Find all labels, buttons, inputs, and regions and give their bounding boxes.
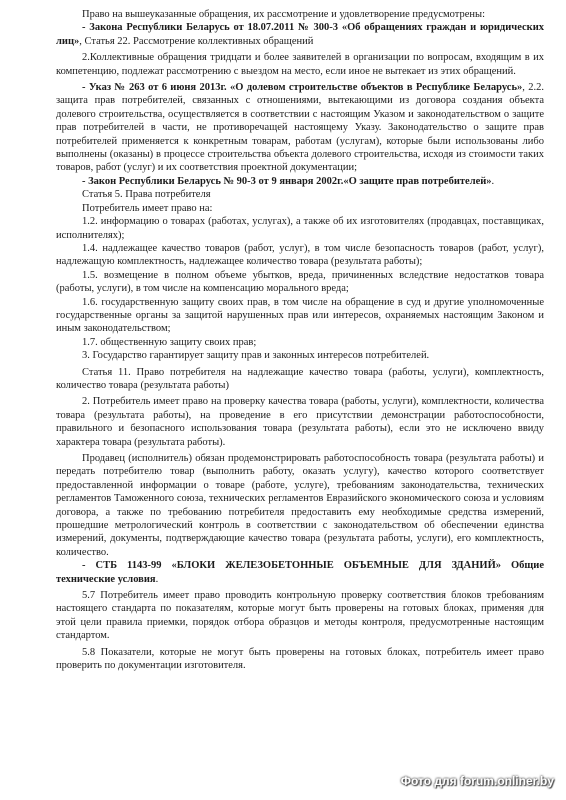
standard-citation-stb xyxy=(56,559,544,586)
law-title-90: - Закон Республики Беларусь № 90-3 от 9 января 2002г.«О защите прав потребителей» xyxy=(82,175,492,187)
clause-1-5: 1.5. возмещение в полном объеме убытков, вреда, причиненных вследствие недостатков товара (работы, услуги), в том числе на компенсацию морального вреда; xyxy=(56,269,544,295)
law-citation-300-rest: , Статья 22. Рассмотрение коллективных обращений xyxy=(79,35,314,47)
seller-obligation-paragraph: Продавец (исполнитель) обязан продемонстрировать работоспособность товара (результата работы) и передать потребителю товар (выполнить работу, оказать услугу), качество которого соответствует предоставленной информации о товаре (работе, услуге), требованиям законодательства, технических регламентов Таможенного союза, технических регламентов Евразийского экономического союза и условиям договора, а также по требованию потребителя предоставить ему необходимые средства измерений, прошедшие метрологический контроль в соответствии с законодательством об обеспечении единства измерений, документы, подтверждающие качество товара (результата работы, услуги), его комплектность, количество. xyxy=(56,453,544,558)
law-citation-90-rest: . xyxy=(491,175,495,187)
document-page xyxy=(56,8,544,673)
clause-1-7: 1.7. общественную защиту своих прав; xyxy=(82,336,257,348)
article-11-clause-2: 2. Потребитель имеет право на проверку качества товара (работы, услуги), комплектности, количества товара (результата работы), на проведение в его присутствии демонстрации работоспособности, правильного и безопасного использования товара (результата работы), если это не исключено ввиду характера товара (результата работы). xyxy=(56,396,544,448)
consumer-rights-intro: Потребитель имеет право на: xyxy=(82,202,213,214)
law-citation-300 xyxy=(56,21,544,48)
law-citation-90 xyxy=(56,175,544,188)
article-5-heading: Статья 5. Права потребителя xyxy=(82,189,211,201)
standard-citation-stb-rest: . xyxy=(155,573,159,585)
clause-5-8: 5.8 Показатели, которые не могут быть проверены на готовых блоках, потребитель имеет право проверить по документации изготовителя. xyxy=(56,646,544,672)
intro-paragraph: Право на вышеуказанные обращения, их рассмотрение и удовлетворение предусмотрены: xyxy=(82,9,486,20)
decree-citation-263 xyxy=(56,81,544,175)
clause-3: 3. Государство гарантирует защиту прав и законных интересов потребителей. xyxy=(82,350,430,362)
article-11-heading: Статья 11. Право потребителя на надлежащие качество товара (работы, услуги), комплектность, количество товара (результата работы) xyxy=(56,366,544,391)
clause-1-2: 1.2. информацию о товарах (работах, услугах), а также об их изготовителях (продавцах, поставщиках, исполнителях); xyxy=(56,216,544,241)
clause-1-6: 1.6. государственную защиту своих прав, в том числе на обращение в суд и другие уполномоченные государственные органы за защитой нарушенных прав или интересов, охраняемых настоящим Законом и иным законодательством; xyxy=(56,296,544,335)
decree-citation-263-rest: , 2.2. защита прав потребителей, связанных с отношениями, вытекающими из договора создания объекта долевого строительства, осуществляется в соответствии с настоящим Указом и законодательством о защите прав потребителей в части, не противоречащей настоящему Указу. Законодательство о защите прав потребителей применяется к конкретным товарам, работам (услугам), которые были использованы либо выполнены (оказаны) в процессе строительства объекта долевого строительства, исходя из стоимости таких товаров, работ (услуг) и их соответствия проектной документации; xyxy=(56,82,544,174)
clause-1-4: 1.4. надлежащее качество товаров (работ, услуг), в том числе безопасность товаров (работ, услуг), надлежащую комплектность, надлежащее количество товара (результата работы); xyxy=(56,242,544,268)
clause-5-7: 5.7 Потребитель имеет право проводить контрольную проверку соответствия блоков требованиям настоящего стандарта по показателям, которые могут быть проверены на готовых блоках, применяя для этой цели правила приемки, порядок отбора образцов и методы контроля, предусмотренные настоящим стандартом. xyxy=(56,590,544,642)
forum-watermark: Фото для forum.onliner.by xyxy=(400,774,554,788)
law-title-300: - Закона Республики Беларусь от 18.07.2011 № 300-3 «Об обращениях граждан и юридических лиц» xyxy=(56,22,544,47)
standard-title-stb: - СТБ 1143-99 «БЛОКИ ЖЕЛЕЗОБЕТОННЫЕ ОБЪЕМНЫЕ ДЛЯ ЗДАНИЙ» Общие технические условия xyxy=(56,560,544,585)
paragraph-collective-appeals: 2.Коллективные обращения тридцати и более заявителей в организации по вопросам, входящим в их компетенцию, подлежат рассмотрению с выездом на место, если иное не вытекает из этих обращений. xyxy=(56,52,544,77)
decree-title-263: - Указ № 263 от 6 июня 2013г. «О долевом строительстве объектов в Республике Беларусь» xyxy=(82,82,523,94)
